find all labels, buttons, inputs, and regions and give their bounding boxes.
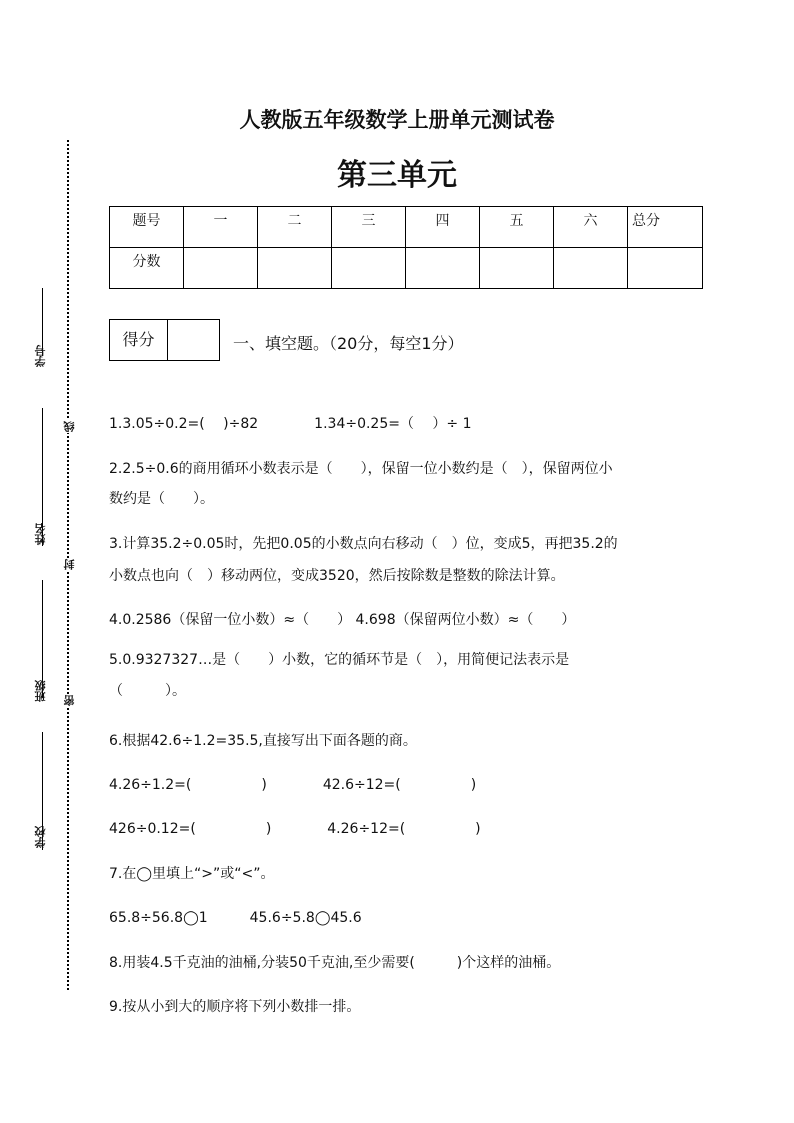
score-table-header-cell: 总分	[628, 207, 703, 248]
question-line: 3.计算35.2÷0.05时，先把0.05的小数点向右移动（ ）位，变成5，再把35.2的	[109, 536, 618, 552]
question-line: 9.按从小到大的顺序将下列小数排一排。	[109, 999, 361, 1015]
question-line: 8.用装4.5千克油的油桶,分装50千克油,至少需要( )个这样的油桶。	[109, 955, 561, 971]
question-line: 2.2.5÷0.6的商用循环小数表示是（ ），保留一位小数约是（ ），保留两位小	[109, 461, 613, 477]
question-line: 7.在◯里填上“>”或“<”。	[109, 866, 275, 882]
question-line: 426÷0.12=( ) 4.26÷12=( )	[109, 821, 481, 837]
name-label: 姓名	[34, 523, 47, 545]
section-score-label: 得分	[110, 320, 168, 360]
question-line: 6.根据42.6÷1.2=35.5,直接写出下面各题的商。	[109, 733, 417, 749]
score-row-label: 分数	[110, 248, 184, 289]
score-table-header-cell: 二	[258, 207, 332, 248]
score-cell[interactable]	[258, 248, 332, 289]
section-heading: 一、填空题。（20分，每空1分）	[233, 334, 464, 353]
seal-mark-seal: 封	[63, 559, 76, 570]
score-table-header-cell: 题号	[110, 207, 184, 248]
score-table-header-cell: 四	[406, 207, 480, 248]
score-table-header-cell: 六	[554, 207, 628, 248]
question-line: 4.0.2586（保留一位小数）≈（ ） 4.698（保留两位小数）≈（ ）	[109, 612, 576, 628]
score-cell[interactable]	[554, 248, 628, 289]
score-table	[109, 206, 703, 289]
score-table-score-row	[110, 248, 703, 289]
class-label: 班级	[34, 680, 47, 702]
page-title: 人教版五年级数学上册单元测试卷	[239, 107, 555, 132]
score-table-header-row	[110, 207, 703, 248]
score-table-header-cell: 五	[480, 207, 554, 248]
page-subtitle: 第三单元	[337, 158, 457, 193]
question-line: 小数点也向（ ）移动两位，变成3520，然后按除数是整数的除法计算。	[109, 568, 565, 584]
question-line: 数约是（ ）。	[109, 491, 214, 507]
student-id-label: 学号	[34, 345, 47, 367]
school-label: 学校	[34, 826, 47, 848]
question-line: 4.26÷1.2=( ) 42.6÷12=( )	[109, 777, 477, 793]
score-cell[interactable]	[628, 248, 703, 289]
score-table-header-cell: 三	[332, 207, 406, 248]
question-line: 1.3.05÷0.2=( )÷82 1.34÷0.25=（ ）÷ 1	[109, 416, 472, 432]
score-cell[interactable]	[406, 248, 480, 289]
score-cell[interactable]	[480, 248, 554, 289]
question-line: （ ）。	[109, 683, 186, 699]
section-score-box	[109, 319, 220, 361]
seal-mark-line: 线	[63, 421, 76, 432]
seal-mark-secret: 密	[63, 695, 76, 706]
question-line: 65.8÷56.8◯1 45.6÷5.8◯45.6	[109, 910, 362, 926]
question-line: 5.0.9327327…是（ ）小数，它的循环节是（ ），用简便记法表示是	[109, 652, 570, 668]
score-cell[interactable]	[184, 248, 258, 289]
score-table-header-cell: 一	[184, 207, 258, 248]
score-cell[interactable]	[332, 248, 406, 289]
